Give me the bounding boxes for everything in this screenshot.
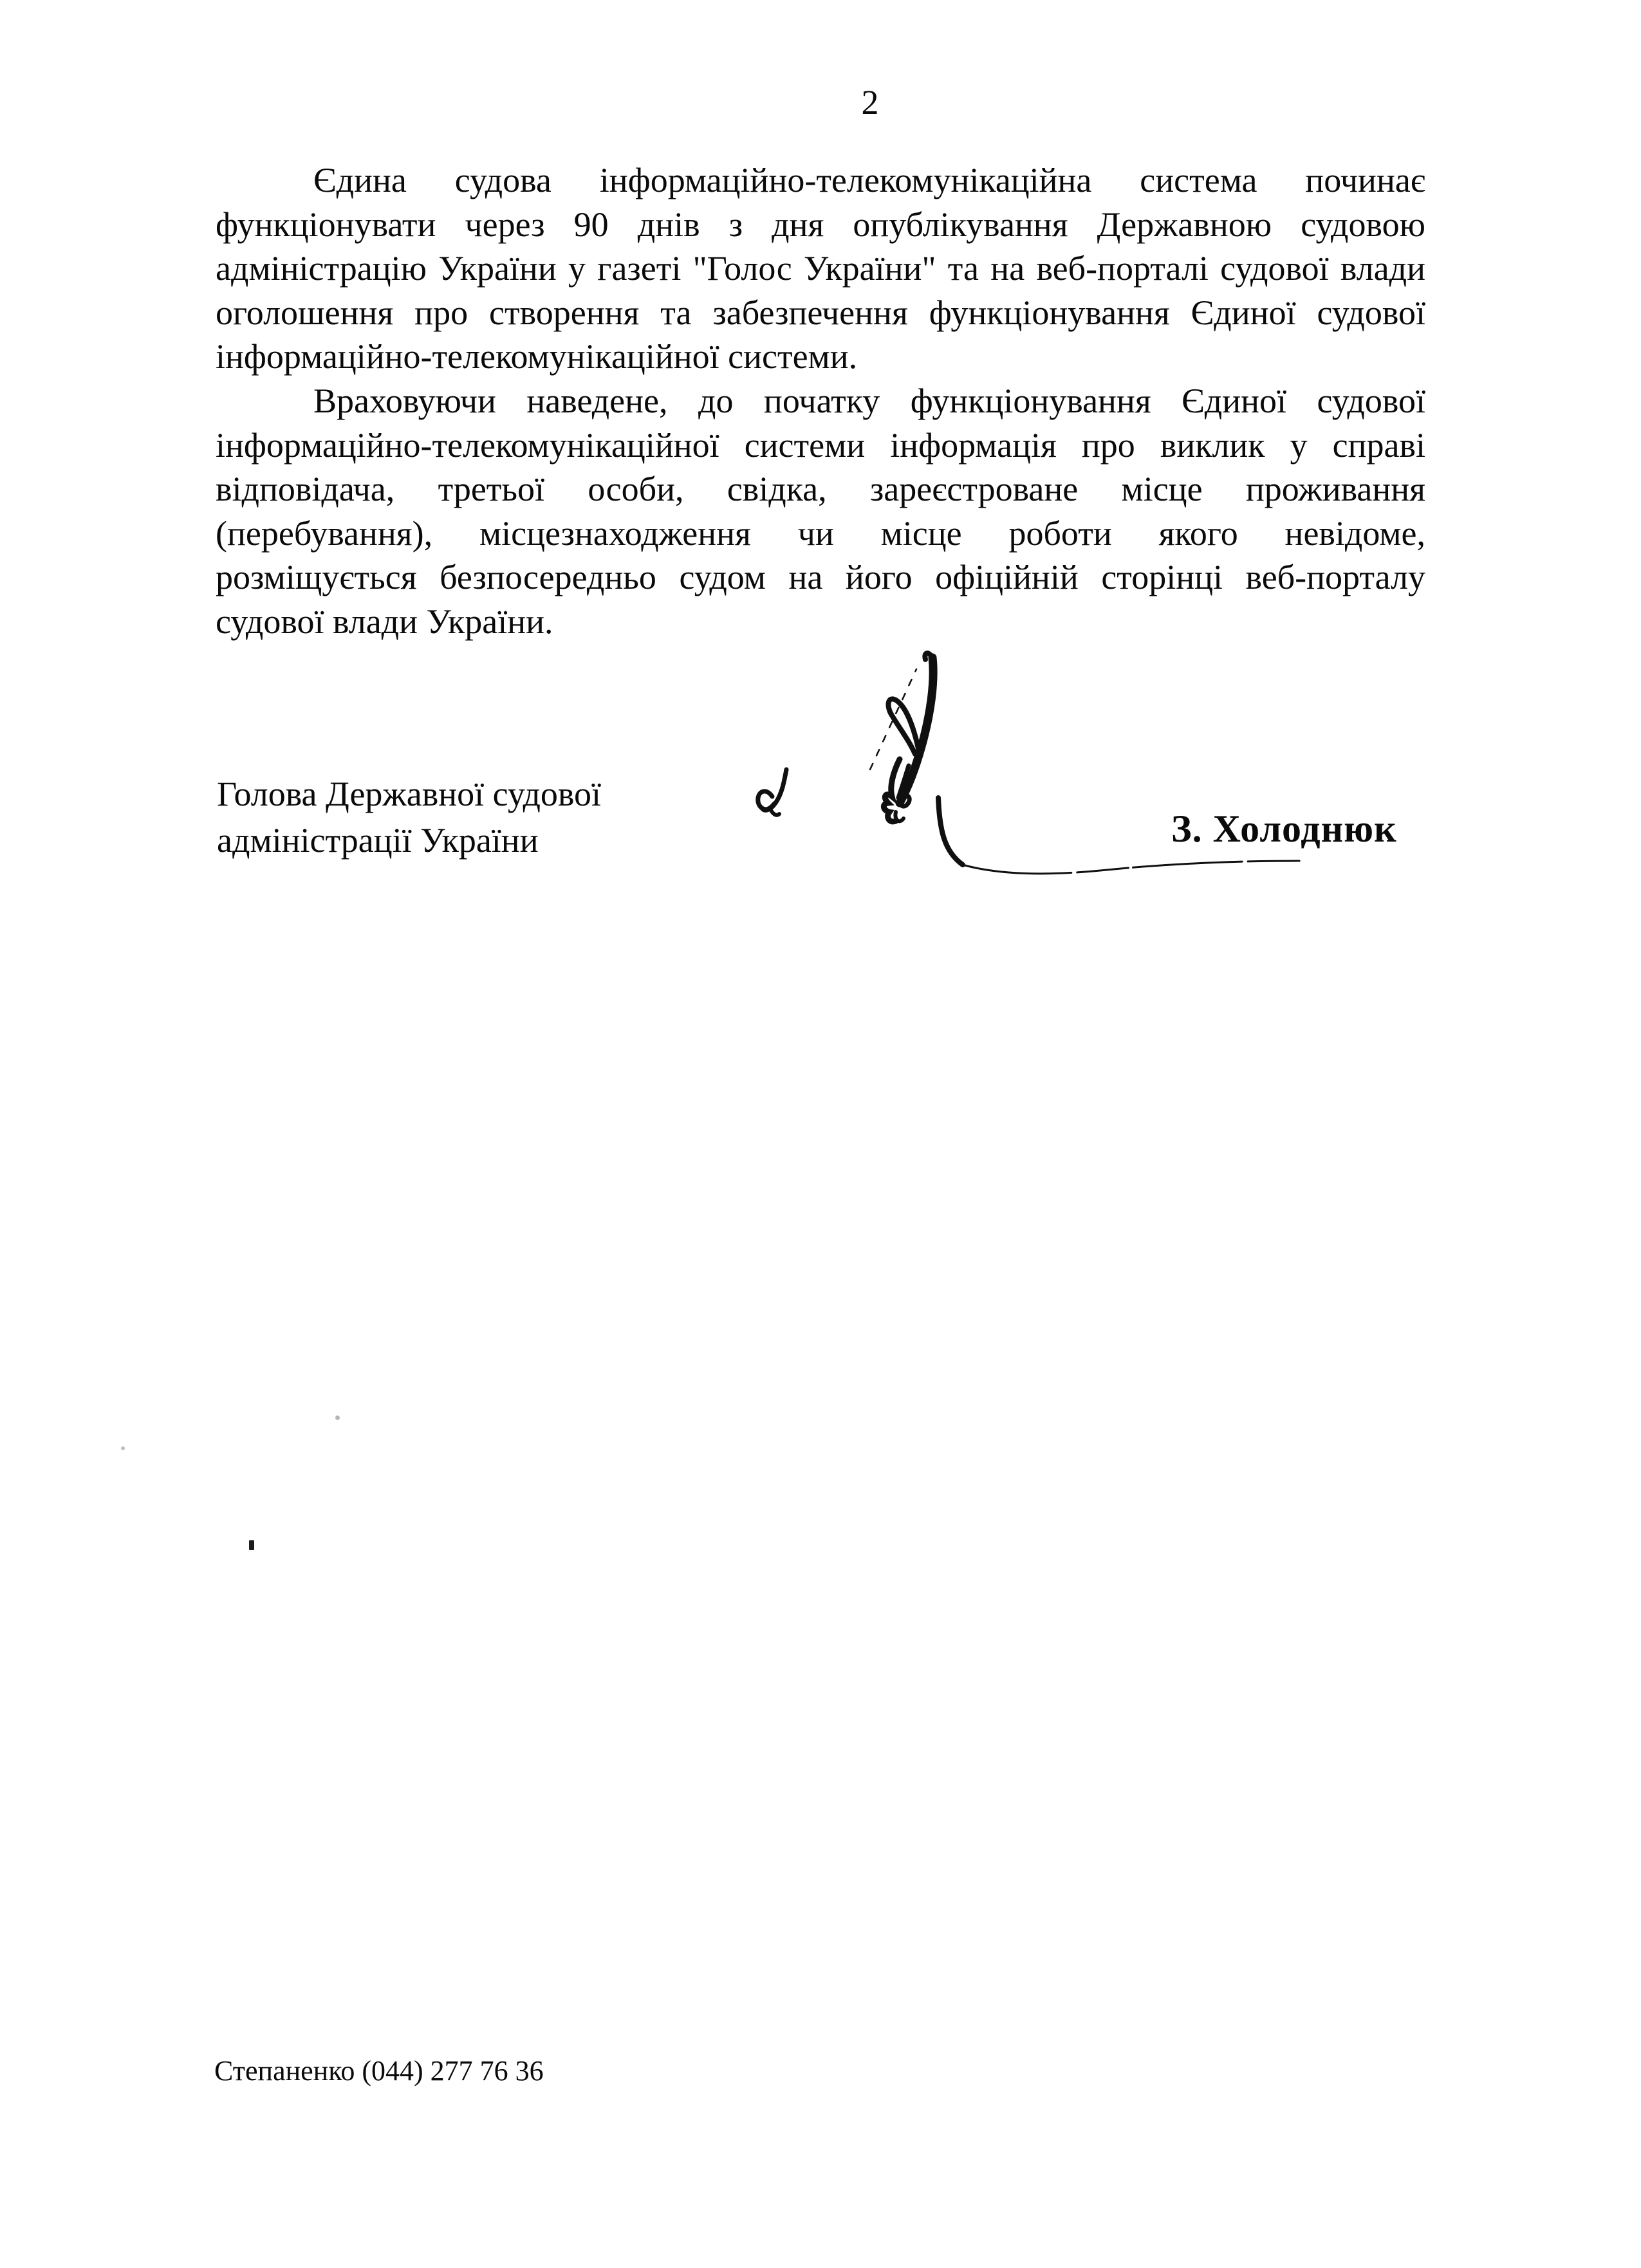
body-line: (перебування), місцезнаходження чи місце роботи якого невідоме, — [216, 513, 1425, 553]
body-line: адміністрацію України у газеті "Голос України" та на веб-порталі судової влади — [216, 249, 1425, 288]
body-line: інформаційно-телекомунікаційної системи інформація про виклик у справі — [216, 425, 1425, 465]
body-line: Єдина судова інформаційно-телекомунікаційна система починає — [313, 161, 1425, 199]
body-line: відповідача, третьої особи, свідка, зареєстроване місце проживання — [216, 470, 1425, 509]
signature-title-line-2: адміністрації України — [217, 821, 539, 860]
footer-contact: Степаненко (044) 277 76 36 — [214, 2055, 544, 2087]
scan-noise-speck — [121, 1446, 125, 1450]
signature-title-line-1: Голова Державної судової — [217, 775, 602, 813]
body-line: розміщується безпосередньо судом на його офіційній сторінці веб-порталу — [216, 558, 1425, 597]
page-number: 2 — [861, 83, 879, 122]
handwritten-signature-icon — [708, 631, 1384, 901]
paragraph — [216, 158, 1425, 379]
body-text — [216, 158, 1425, 644]
scan-noise-speck — [249, 1540, 254, 1550]
signature-title — [217, 771, 601, 863]
body-line: функціонувати через 90 днів з дня опублікування Державною судовою — [216, 205, 1425, 244]
body-line: оголошення про створення та забезпечення функціонування Єдиної судової — [216, 293, 1425, 332]
body-line: інформаційно-телекомунікаційної системи. — [216, 337, 858, 376]
paragraph — [216, 379, 1425, 644]
body-line: Враховуючи наведене, до початку функціонування Єдиної судової — [313, 381, 1425, 420]
signer-name: З. Холоднюк — [1171, 807, 1397, 850]
scan-noise-speck — [335, 1415, 340, 1420]
body-line: судової влади України. — [216, 602, 553, 641]
